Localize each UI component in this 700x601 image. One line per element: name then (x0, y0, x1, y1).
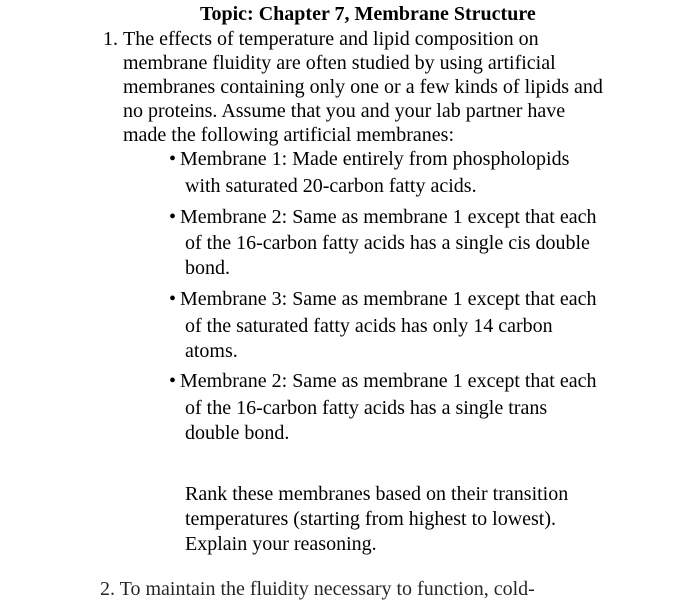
prompt-line: Rank these membranes based on their transition (185, 483, 569, 505)
prompt-line: temperatures (starting from highest to lowest). (185, 508, 557, 530)
bullet-line: double bond. (185, 422, 290, 444)
bullet-line: bond. (185, 257, 230, 279)
bullet-line: of the 16-carbon fatty acids has a single trans (185, 397, 548, 419)
bullet-dot: • (169, 148, 177, 170)
page-title: Topic: Chapter 7, Membrane Structure (200, 3, 536, 25)
bullet-line: Membrane 3: Same as membrane 1 except that each (180, 288, 597, 310)
bullet-line: of the 16-carbon fatty acids has a single cis double (185, 232, 590, 254)
intro-line: The effects of temperature and lipid composition on (123, 28, 539, 50)
next-question-cut-off: 2. To maintain the fluidity necessary to function, cold- (100, 578, 535, 600)
bullet-line: with saturated 20-carbon fatty acids. (185, 175, 477, 197)
intro-line: no proteins. Assume that you and your lab partner have (123, 100, 566, 122)
intro-line: membrane fluidity are often studied by using artificial (123, 52, 556, 74)
bullet-dot: • (169, 288, 177, 310)
bullet-dot: • (169, 206, 177, 228)
bullet-line: of the saturated fatty acids has only 14 carbon (185, 315, 553, 337)
question-number: 1. (103, 28, 118, 50)
bullet-line: Membrane 2: Same as membrane 1 except that each (180, 370, 597, 392)
prompt-line: Explain your reasoning. (185, 533, 377, 555)
bullet-dot: • (169, 370, 177, 392)
bullet-line: Membrane 2: Same as membrane 1 except that each (180, 206, 597, 228)
bullet-line: atoms. (185, 340, 238, 362)
intro-line: made the following artificial membranes: (123, 124, 454, 146)
bullet-line: Membrane 1: Made entirely from phospholopids (180, 148, 570, 170)
intro-line: membranes containing only one or a few kinds of lipids and (123, 76, 603, 98)
